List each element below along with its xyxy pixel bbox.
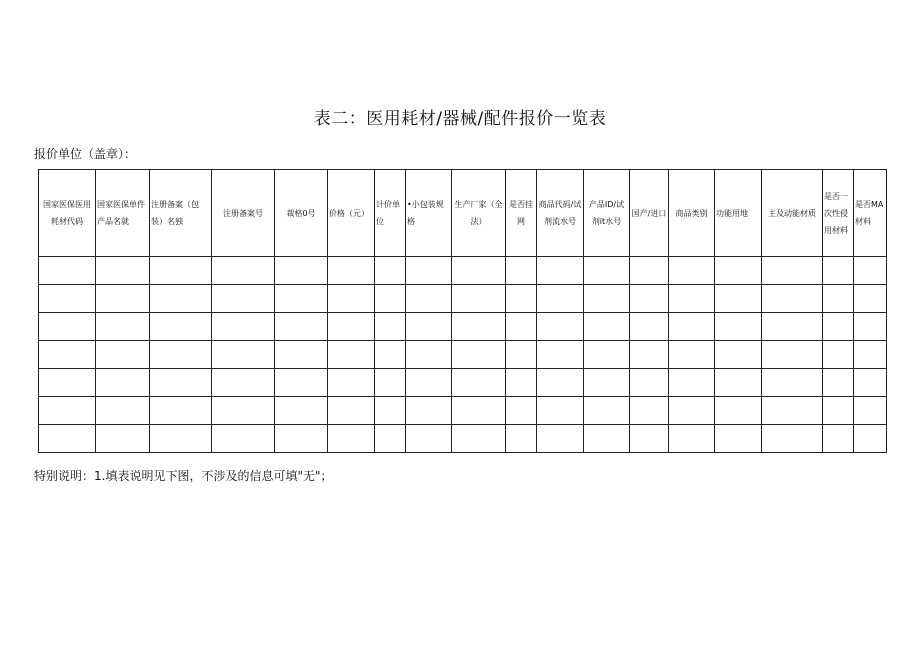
- header-cell-product-name: 国家医保单件产品名就: [96, 170, 150, 257]
- header-cell-function: 功能用地: [715, 170, 762, 257]
- table-cell[interactable]: [630, 425, 669, 453]
- table-cell[interactable]: [375, 285, 406, 313]
- table-cell[interactable]: [506, 257, 537, 285]
- table-cell[interactable]: [150, 285, 212, 313]
- table-cell[interactable]: [406, 341, 452, 369]
- table-cell[interactable]: [452, 341, 506, 369]
- table-cell[interactable]: [452, 369, 506, 397]
- table-cell[interactable]: [406, 397, 452, 425]
- table-cell[interactable]: [584, 425, 630, 453]
- table-cell[interactable]: [375, 313, 406, 341]
- header-cell-ma-material: 是否MA材料: [854, 170, 887, 257]
- table-cell[interactable]: [823, 425, 854, 453]
- table-cell[interactable]: [39, 397, 96, 425]
- table-cell[interactable]: [669, 397, 715, 425]
- table-cell[interactable]: [537, 285, 584, 313]
- table-row: [39, 369, 887, 397]
- table-cell[interactable]: [275, 257, 328, 285]
- table-cell[interactable]: [584, 341, 630, 369]
- table-body: [39, 257, 887, 453]
- table-cell[interactable]: [328, 313, 375, 341]
- table-cell[interactable]: [823, 341, 854, 369]
- table-cell[interactable]: [212, 313, 275, 341]
- header-cell-disposable: 是否一次性侵用材料: [823, 170, 854, 257]
- table-cell[interactable]: [537, 257, 584, 285]
- table-cell[interactable]: [150, 341, 212, 369]
- header-cell-material: 主及动能材质: [762, 170, 823, 257]
- header-cell-price: 价格（元）: [328, 170, 375, 257]
- table-cell[interactable]: [630, 341, 669, 369]
- table-cell[interactable]: [669, 341, 715, 369]
- table-cell[interactable]: [275, 369, 328, 397]
- table-cell[interactable]: [537, 341, 584, 369]
- table-cell[interactable]: [854, 285, 887, 313]
- table-cell[interactable]: [96, 285, 150, 313]
- table-cell[interactable]: [406, 425, 452, 453]
- table-cell[interactable]: [506, 397, 537, 425]
- table-cell[interactable]: [452, 257, 506, 285]
- table-cell[interactable]: [39, 369, 96, 397]
- table-cell[interactable]: [584, 257, 630, 285]
- table-cell[interactable]: [715, 341, 762, 369]
- table-row: [39, 397, 887, 425]
- header-cell-listed: 是否挂网: [506, 170, 537, 257]
- table-cell[interactable]: [406, 257, 452, 285]
- table-cell[interactable]: [96, 397, 150, 425]
- table-cell[interactable]: [669, 313, 715, 341]
- page-title: 表二：医用耗材/器械/配件报价一览表: [313, 109, 607, 129]
- header-cell-origin: 国产/进口: [630, 170, 669, 257]
- table-cell[interactable]: [537, 369, 584, 397]
- table-cell[interactable]: [328, 397, 375, 425]
- table-cell[interactable]: [506, 313, 537, 341]
- table-cell[interactable]: [150, 257, 212, 285]
- table-cell[interactable]: [39, 257, 96, 285]
- table-cell[interactable]: [375, 341, 406, 369]
- table-cell[interactable]: [630, 257, 669, 285]
- table-cell[interactable]: [150, 369, 212, 397]
- table-cell[interactable]: [854, 425, 887, 453]
- table-cell[interactable]: [275, 313, 328, 341]
- table-cell[interactable]: [823, 257, 854, 285]
- table-cell[interactable]: [375, 257, 406, 285]
- table-cell[interactable]: [584, 313, 630, 341]
- table-row: [39, 425, 887, 453]
- table-cell[interactable]: [506, 425, 537, 453]
- table-cell[interactable]: [630, 313, 669, 341]
- table-cell[interactable]: [854, 369, 887, 397]
- table-cell[interactable]: [669, 425, 715, 453]
- table-cell[interactable]: [762, 285, 823, 313]
- table-cell[interactable]: [506, 285, 537, 313]
- table-cell[interactable]: [96, 425, 150, 453]
- table-cell[interactable]: [406, 313, 452, 341]
- table-cell[interactable]: [150, 425, 212, 453]
- table-cell[interactable]: [715, 397, 762, 425]
- special-note: 特别说明：1.填表说明见下图，不涉及的信息可填"无"；: [34, 469, 333, 483]
- table-cell[interactable]: [212, 341, 275, 369]
- table-cell[interactable]: [452, 425, 506, 453]
- table-cell[interactable]: [762, 425, 823, 453]
- quote-unit-label: 报价单位（盖章）：: [34, 147, 137, 161]
- header-cell-manufacturer: 生产厂家（全法）: [452, 170, 506, 257]
- table-cell[interactable]: [39, 425, 96, 453]
- table-cell[interactable]: [328, 341, 375, 369]
- table-cell[interactable]: [328, 257, 375, 285]
- table-cell[interactable]: [669, 257, 715, 285]
- table-cell[interactable]: [584, 397, 630, 425]
- header-cell-ybhc-code: 国家医保医用耗材代码: [39, 170, 96, 257]
- header-cell-spec: 裁格0号: [275, 170, 328, 257]
- table-cell[interactable]: [452, 313, 506, 341]
- table-cell[interactable]: [584, 369, 630, 397]
- table-cell[interactable]: [537, 313, 584, 341]
- table-cell[interactable]: [39, 341, 96, 369]
- table-cell[interactable]: [506, 341, 537, 369]
- table-cell[interactable]: [375, 397, 406, 425]
- table-cell[interactable]: [715, 285, 762, 313]
- table-cell[interactable]: [823, 369, 854, 397]
- table-cell[interactable]: [328, 285, 375, 313]
- header-cell-product-id: 产品ID/试剂it水号: [584, 170, 630, 257]
- table-cell[interactable]: [275, 341, 328, 369]
- table-cell[interactable]: [537, 397, 584, 425]
- table-cell[interactable]: [630, 285, 669, 313]
- table-cell[interactable]: [854, 313, 887, 341]
- table-cell[interactable]: [669, 369, 715, 397]
- table-cell[interactable]: [96, 341, 150, 369]
- table-cell[interactable]: [823, 313, 854, 341]
- table-cell[interactable]: [39, 313, 96, 341]
- table-cell[interactable]: [630, 369, 669, 397]
- table-cell[interactable]: [506, 369, 537, 397]
- table-cell[interactable]: [328, 425, 375, 453]
- table-cell[interactable]: [715, 425, 762, 453]
- table-cell[interactable]: [762, 313, 823, 341]
- table-cell[interactable]: [823, 397, 854, 425]
- table-cell[interactable]: [275, 285, 328, 313]
- table-cell[interactable]: [212, 285, 275, 313]
- table-cell[interactable]: [715, 369, 762, 397]
- table-cell[interactable]: [584, 285, 630, 313]
- table-cell[interactable]: [823, 285, 854, 313]
- table-cell[interactable]: [275, 425, 328, 453]
- header-cell-pack-spec: •小包装规格: [406, 170, 452, 257]
- table-row: [39, 341, 887, 369]
- table-cell[interactable]: [150, 397, 212, 425]
- header-cell-unit: 计价单位: [375, 170, 406, 257]
- table-cell[interactable]: [375, 425, 406, 453]
- table-row: [39, 313, 887, 341]
- header-cell-category: 商品类别: [669, 170, 715, 257]
- table-row: [39, 285, 887, 313]
- table-cell[interactable]: [212, 257, 275, 285]
- table-cell[interactable]: [212, 369, 275, 397]
- table-cell[interactable]: [762, 369, 823, 397]
- table-cell[interactable]: [854, 257, 887, 285]
- table-cell[interactable]: [328, 369, 375, 397]
- table-cell[interactable]: [406, 285, 452, 313]
- table-cell[interactable]: [854, 341, 887, 369]
- table-cell[interactable]: [375, 369, 406, 397]
- header-cell-product-code: 商品代码/试剂流水号: [537, 170, 584, 257]
- table-cell[interactable]: [854, 397, 887, 425]
- table-cell[interactable]: [96, 313, 150, 341]
- quote-table: [38, 169, 887, 453]
- header-cell-reg-number: 注册备案号: [212, 170, 275, 257]
- table-cell[interactable]: [715, 313, 762, 341]
- table-cell[interactable]: [762, 341, 823, 369]
- table-cell[interactable]: [96, 257, 150, 285]
- table-cell[interactable]: [212, 397, 275, 425]
- table-cell[interactable]: [669, 285, 715, 313]
- table-cell[interactable]: [96, 369, 150, 397]
- header-cell-reg-name: 注册备案（包装）名独: [150, 170, 212, 257]
- table-cell[interactable]: [715, 257, 762, 285]
- table-cell[interactable]: [762, 397, 823, 425]
- table-cell[interactable]: [212, 425, 275, 453]
- table-cell[interactable]: [452, 397, 506, 425]
- table-cell[interactable]: [630, 397, 669, 425]
- table-row: [39, 257, 887, 285]
- table-cell[interactable]: [275, 397, 328, 425]
- table-header-row: [39, 170, 887, 257]
- table-cell[interactable]: [762, 257, 823, 285]
- table-cell[interactable]: [537, 425, 584, 453]
- table-cell[interactable]: [150, 313, 212, 341]
- table-cell[interactable]: [406, 369, 452, 397]
- table-cell[interactable]: [39, 285, 96, 313]
- table-cell[interactable]: [452, 285, 506, 313]
